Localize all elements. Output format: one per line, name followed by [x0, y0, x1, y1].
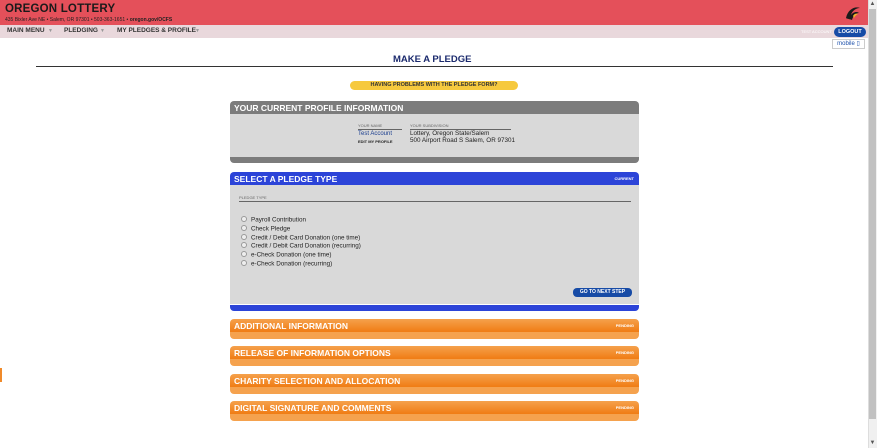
- chevron-down-icon: ▼: [195, 28, 200, 34]
- subdivision-column-label: YOUR SUBDIVISION: [410, 123, 449, 128]
- oregon-lottery-logo-icon[interactable]: [843, 4, 863, 22]
- site-title: OREGON LOTTERY: [5, 3, 116, 15]
- pledge-type-rule: [239, 201, 631, 202]
- nav-pledging[interactable]: PLEDGING: [64, 27, 98, 34]
- option-label: Credit / Debit Card Donation (recurring): [251, 242, 361, 250]
- pledge-type-section: [230, 172, 639, 305]
- section-header[interactable]: [230, 401, 639, 414]
- profile-subdivision: Lottery, Oregon State/Salem: [410, 130, 490, 137]
- pledge-type-field-label: PLEDGE TYPE: [239, 195, 267, 200]
- section-header[interactable]: [230, 374, 639, 387]
- section-title: ADDITIONAL INFORMATION: [234, 321, 348, 331]
- radio-echeck-recurring[interactable]: [241, 255, 332, 273]
- radio-icon[interactable]: [241, 260, 247, 266]
- profile-section-header: [230, 101, 639, 114]
- mobile-label: mobile: [837, 41, 855, 47]
- digital-signature-section[interactable]: [230, 401, 639, 421]
- feedback-tab[interactable]: [0, 368, 2, 382]
- pledge-type-section-header[interactable]: [230, 172, 639, 185]
- current-user: TEST ACCOUNT: [801, 29, 832, 34]
- profile-address: 500 Airport Road S Salem, OR 97301: [410, 137, 516, 144]
- nav-my-pledges-profile[interactable]: MY PLEDGES & PROFILE: [117, 27, 196, 34]
- pledge-type-section-title: SELECT A PLEDGE TYPE: [234, 174, 338, 184]
- scrollbar-thumb[interactable]: [869, 9, 876, 419]
- chevron-down-icon: ▼: [100, 28, 105, 34]
- scroll-up-icon[interactable]: ▲: [869, 1, 876, 7]
- status-badge: PENDING: [615, 378, 634, 383]
- section-footer: [230, 359, 639, 366]
- option-label: e-Check Donation (recurring): [251, 260, 333, 268]
- profile-section-footer: [230, 157, 639, 163]
- section-title: CHARITY SELECTION AND ALLOCATION: [234, 376, 401, 386]
- logout-button[interactable]: LOGOUT: [834, 27, 866, 37]
- section-footer: [230, 332, 639, 339]
- site-address: [5, 17, 172, 23]
- nav-main-menu[interactable]: MAIN MENU: [7, 27, 45, 34]
- option-label: e-Check Donation (one time): [251, 251, 332, 259]
- edit-profile-link[interactable]: EDIT MY PROFILE: [358, 139, 393, 144]
- mobile-link[interactable]: [832, 39, 865, 49]
- status-badge: PENDING: [615, 350, 634, 355]
- next-step-button[interactable]: GO TO NEXT STEP: [573, 288, 632, 297]
- status-badge: CURRENT: [614, 176, 634, 181]
- additional-information-section[interactable]: [230, 319, 639, 339]
- scroll-down-icon[interactable]: ▼: [869, 440, 876, 446]
- option-label: Check Pledge: [251, 225, 291, 233]
- profile-section: [230, 101, 639, 164]
- status-badge: PENDING: [615, 405, 634, 410]
- pledge-type-section-footer: [230, 305, 639, 311]
- phone-icon: ▯: [856, 41, 860, 47]
- chevron-down-icon: ▼: [48, 28, 53, 34]
- address-text: 435 Bixler Ave NE • Salem, OR 97301 • 503-363-1651 •: [5, 17, 130, 23]
- charity-selection-section[interactable]: [230, 374, 639, 394]
- main-nav: [0, 25, 868, 38]
- section-header[interactable]: [230, 346, 639, 359]
- profile-section-title: YOUR CURRENT PROFILE INFORMATION: [234, 103, 404, 113]
- name-column-rule: [358, 129, 402, 130]
- status-badge: PENDING: [615, 323, 634, 328]
- section-title: RELEASE OF INFORMATION OPTIONS: [234, 348, 391, 358]
- name-column-label: YOUR NAME: [358, 123, 383, 128]
- option-label: Credit / Debit Card Donation (one time): [251, 234, 361, 242]
- page-title: MAKE A PLEDGE: [393, 54, 472, 65]
- pledge-form-help-button[interactable]: HAVING PROBLEMS WITH THE PLEDGE FORM?: [350, 81, 518, 90]
- section-footer: [230, 414, 639, 421]
- section-title: DIGITAL SIGNATURE AND COMMENTS: [234, 403, 392, 413]
- release-information-section[interactable]: [230, 346, 639, 366]
- pledge-type-section-body: [230, 185, 639, 304]
- section-footer: [230, 387, 639, 394]
- section-header[interactable]: [230, 319, 639, 332]
- profile-section-body: [230, 114, 639, 160]
- website-link[interactable]: oregon.gov/OCFS: [129, 17, 173, 23]
- option-label: Payroll Contribution: [251, 216, 306, 224]
- title-divider: [36, 66, 833, 67]
- profile-name: Test Account: [358, 131, 393, 137]
- site-header: [0, 0, 868, 25]
